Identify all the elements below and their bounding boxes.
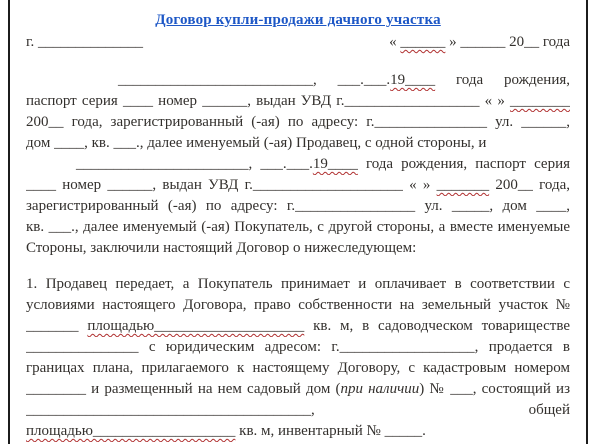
spellcheck-flagged-text: 19____ — [312, 156, 358, 172]
text-segment: 200__ года, зарегистрированный (-ая) по адресу: г._______________ ул. ______, — [26, 114, 570, 130]
paragraph-buyer — [26, 154, 570, 259]
text-line — [26, 295, 570, 316]
text-segment: при наличии — [340, 381, 420, 397]
text-line — [26, 133, 570, 154]
text-line — [26, 400, 570, 421]
spellcheck-flagged-text: площадью____________________ — [87, 318, 305, 334]
text-line — [26, 196, 570, 217]
text-segment: ________ и размещенный на нем садовый дом ( — [26, 381, 341, 397]
text-segment: кв. ___., далее именуемый (-ая) Покупатель, с другой стороны, а вместе именуемые — [26, 219, 570, 235]
text-segment: зарегистрированный (-ая) по адресу: г.________________ ул. _____, дом ____, — [26, 198, 570, 214]
text-segment: Стороны, заключили настоящий Договор о нижеследующем: — [26, 240, 417, 256]
spellcheck-flagged-text: ______ — [400, 34, 446, 50]
text-segment: паспорт серия ____ номер ______, выдан УВД г.__________________ « » — [26, 93, 510, 109]
text-line — [26, 337, 570, 358]
text-segment: _______________________, ___.___. — [76, 156, 313, 172]
text-segment: 1. Продавец передает, а Покупатель принимает и оплачивает в соответствии с — [26, 276, 570, 292]
document-page — [8, 0, 588, 444]
text-line — [26, 274, 570, 295]
text-segment: ) № ___, состоящий из — [419, 381, 570, 397]
text-segment: _______________ с юридическим адресом: г.__________________, продается в — [26, 339, 570, 355]
text-line — [26, 70, 570, 91]
city-date-line — [26, 31, 570, 54]
paragraph-seller — [26, 70, 570, 154]
spellcheck-flagged-text: _______ — [436, 177, 490, 193]
text-segment: 200__ года, — [489, 177, 570, 193]
text-segment: _______ — [26, 318, 88, 334]
text-segment: » ______ 20__ года — [445, 34, 570, 50]
text-line — [26, 238, 570, 259]
text-line — [26, 358, 570, 379]
text-line — [26, 154, 570, 175]
text-segment: ____ номер ______, выдан УВД г.____________________ « » — [26, 177, 437, 193]
spellcheck-flagged-text: площадью___________________ — [26, 423, 236, 439]
text-segment: ______________________________________, общей — [26, 402, 570, 418]
text-segment: условиями настоящего Договора, право собственности на земельный участок № — [26, 297, 570, 313]
text-segment: границах плана, прилагаемого к настоящему Договору, с кадастровым номером — [26, 360, 570, 376]
text-segment: __________________________, ___.___. — [118, 72, 391, 88]
text-segment: кв. м, инвентарный № _____. — [235, 423, 426, 439]
text-line — [26, 421, 570, 442]
text-segment: кв. м, в садоводческом товариществе — [304, 318, 570, 334]
text-line — [26, 175, 570, 196]
text-segment: года рождения, — [435, 72, 570, 88]
spellcheck-flagged-text: ________ — [510, 93, 570, 109]
paragraph-clause-1 — [26, 274, 570, 442]
text-line — [26, 112, 570, 133]
text-line — [26, 91, 570, 112]
text-line — [26, 217, 570, 238]
text-line — [26, 316, 570, 337]
text-segment: года рождения, паспорт серия — [357, 156, 570, 172]
spellcheck-flagged-text: 19____ — [390, 72, 436, 88]
text-segment: « — [389, 34, 401, 50]
document-title: Договор купли-продажи дачного участка — [155, 12, 441, 28]
text-line — [26, 379, 570, 400]
date-blank — [389, 31, 570, 54]
city-blank: г. ______________ — [26, 34, 143, 50]
text-segment: дом ____, кв. ___., далее именуемый (-ая) Продавец, с одной стороны, и — [26, 135, 487, 151]
